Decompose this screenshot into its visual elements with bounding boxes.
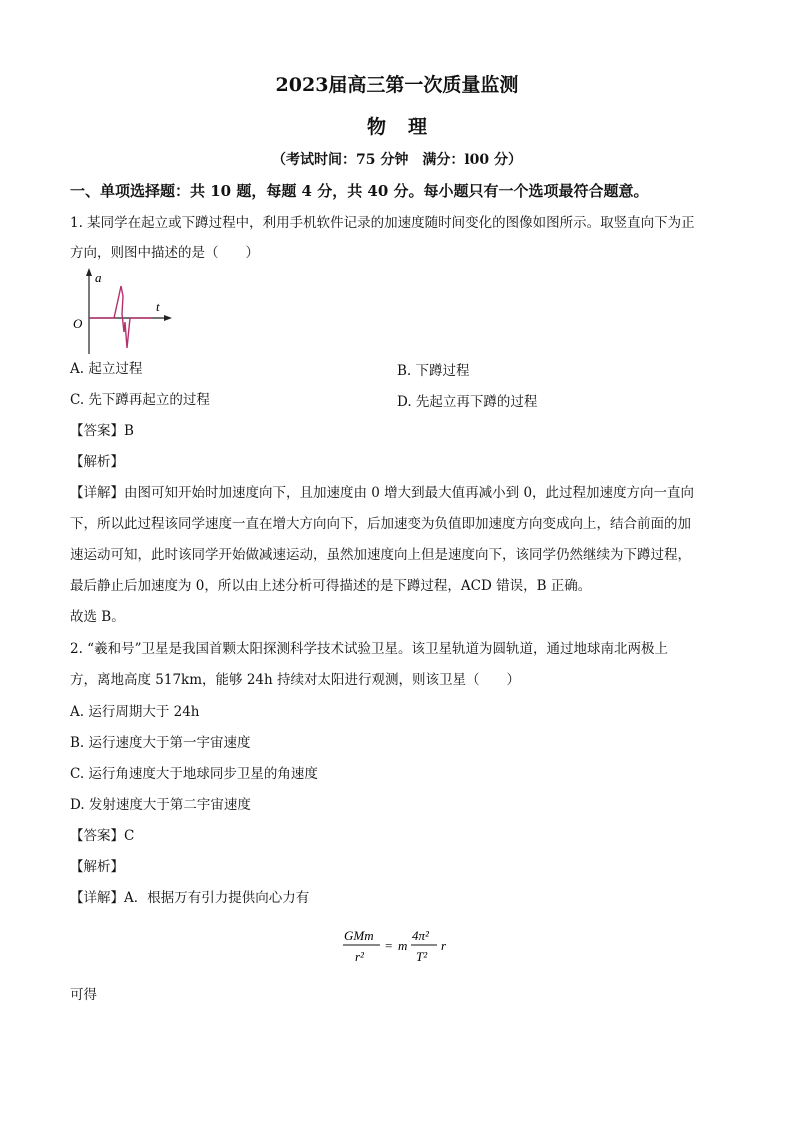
acceleration-time-graph bbox=[70, 266, 180, 356]
q2-analysis: 【解析】 bbox=[70, 859, 124, 875]
q1-detail-line2: 下，所以此过程该同学速度一直在增大方向向下，后加速变为负值即加速度方向变成向上，结合前面的加 bbox=[70, 516, 691, 532]
q1-option-b: B. 下蹲过程 bbox=[397, 363, 470, 379]
subject-char-2: 理 bbox=[408, 116, 428, 138]
formula-equals: = bbox=[385, 938, 393, 953]
q1-option-d: D. 先起立再下蹲的过程 bbox=[397, 394, 538, 410]
x-axis-arrow bbox=[164, 315, 172, 321]
q2-answer: 【答案】C bbox=[70, 828, 135, 844]
section-header: 一、单项选择题：共 10 题，每题 4 分，共 40 分。每小题只有一个选项最符合题意。 bbox=[70, 182, 649, 200]
q2-option-c: C. 运行角速度大于地球同步卫星的角速度 bbox=[70, 766, 318, 782]
formula-rhs-numerator: 4π² bbox=[412, 928, 429, 943]
q2-option-a: A. 运行周期大于 24h bbox=[70, 704, 200, 720]
y-axis-label: a bbox=[95, 270, 102, 285]
subject-heading bbox=[0, 112, 794, 139]
q1-option-a: A. 起立过程 bbox=[70, 361, 143, 377]
exam-info: （考试时间：75 分钟 满分：l00 分） bbox=[271, 152, 523, 168]
formula-rhs-denominator: T² bbox=[416, 949, 428, 964]
acceleration-curve bbox=[89, 286, 152, 348]
q1-conclusion: 故选 B。 bbox=[70, 609, 125, 625]
q2-option-b: B. 运行速度大于第一宇宙速度 bbox=[70, 735, 251, 751]
subject-char-1: 物 bbox=[366, 116, 386, 138]
q1-stem-line2: 方向，则图中描述的是（ ） bbox=[70, 245, 259, 261]
formula-radius: r bbox=[441, 938, 447, 953]
q2-stem-line2: 方，离地高度 517km，能够 24h 持续对太阳进行观测，则该卫星（ ） bbox=[70, 672, 520, 688]
q2-option-d: D. 发射速度大于第二宇宙速度 bbox=[70, 797, 251, 813]
q1-analysis: 【解析】 bbox=[70, 454, 124, 470]
q1-detail-line4: 最后静止后加速度为 0，所以由上述分析可得描述的是下蹲过程，ACD 错误，B 正确。 bbox=[70, 578, 592, 594]
q2-stem-line1: 2. “羲和号”卫星是我国首颗太阳探测科学技术试验卫星。该卫星轨道为圆轨道，通过地球南北两极上 bbox=[70, 641, 668, 657]
document-title: 2023届高三第一次质量监测 bbox=[275, 74, 519, 96]
q1-detail-line1: 【详解】由图可知开始时加速度向下，且加速度由 0 增大到最大值再减小到 0，此过程加速度方向一直向 bbox=[70, 485, 695, 501]
q1-stem-line1: 1. 某同学在起立或下蹲过程中，利用手机软件记录的加速度随时间变化的图像如图所示。取竖直向下为正 bbox=[70, 215, 695, 231]
y-axis-arrow bbox=[86, 268, 92, 276]
q2-follow-text: 可得 bbox=[70, 987, 97, 1003]
formula-mass: m bbox=[398, 938, 408, 953]
x-axis-label: t bbox=[156, 299, 160, 314]
q1-option-c: C. 先下蹲再起立的过程 bbox=[70, 392, 210, 408]
q2-detail-line1: 【详解】A．根据万有引力提供向心力有 bbox=[70, 890, 310, 906]
origin-label: O bbox=[73, 316, 83, 331]
formula-lhs-denominator: r² bbox=[355, 949, 364, 964]
q1-answer: 【答案】B bbox=[70, 423, 134, 439]
gravitation-formula bbox=[340, 924, 460, 968]
formula-lhs-numerator: GMm bbox=[344, 928, 374, 943]
q1-detail-line3: 速运动可知，此时该同学开始做减速运动，虽然加速度向上但是速度向下，该同学仍然继续为下蹲过程， bbox=[70, 547, 691, 563]
